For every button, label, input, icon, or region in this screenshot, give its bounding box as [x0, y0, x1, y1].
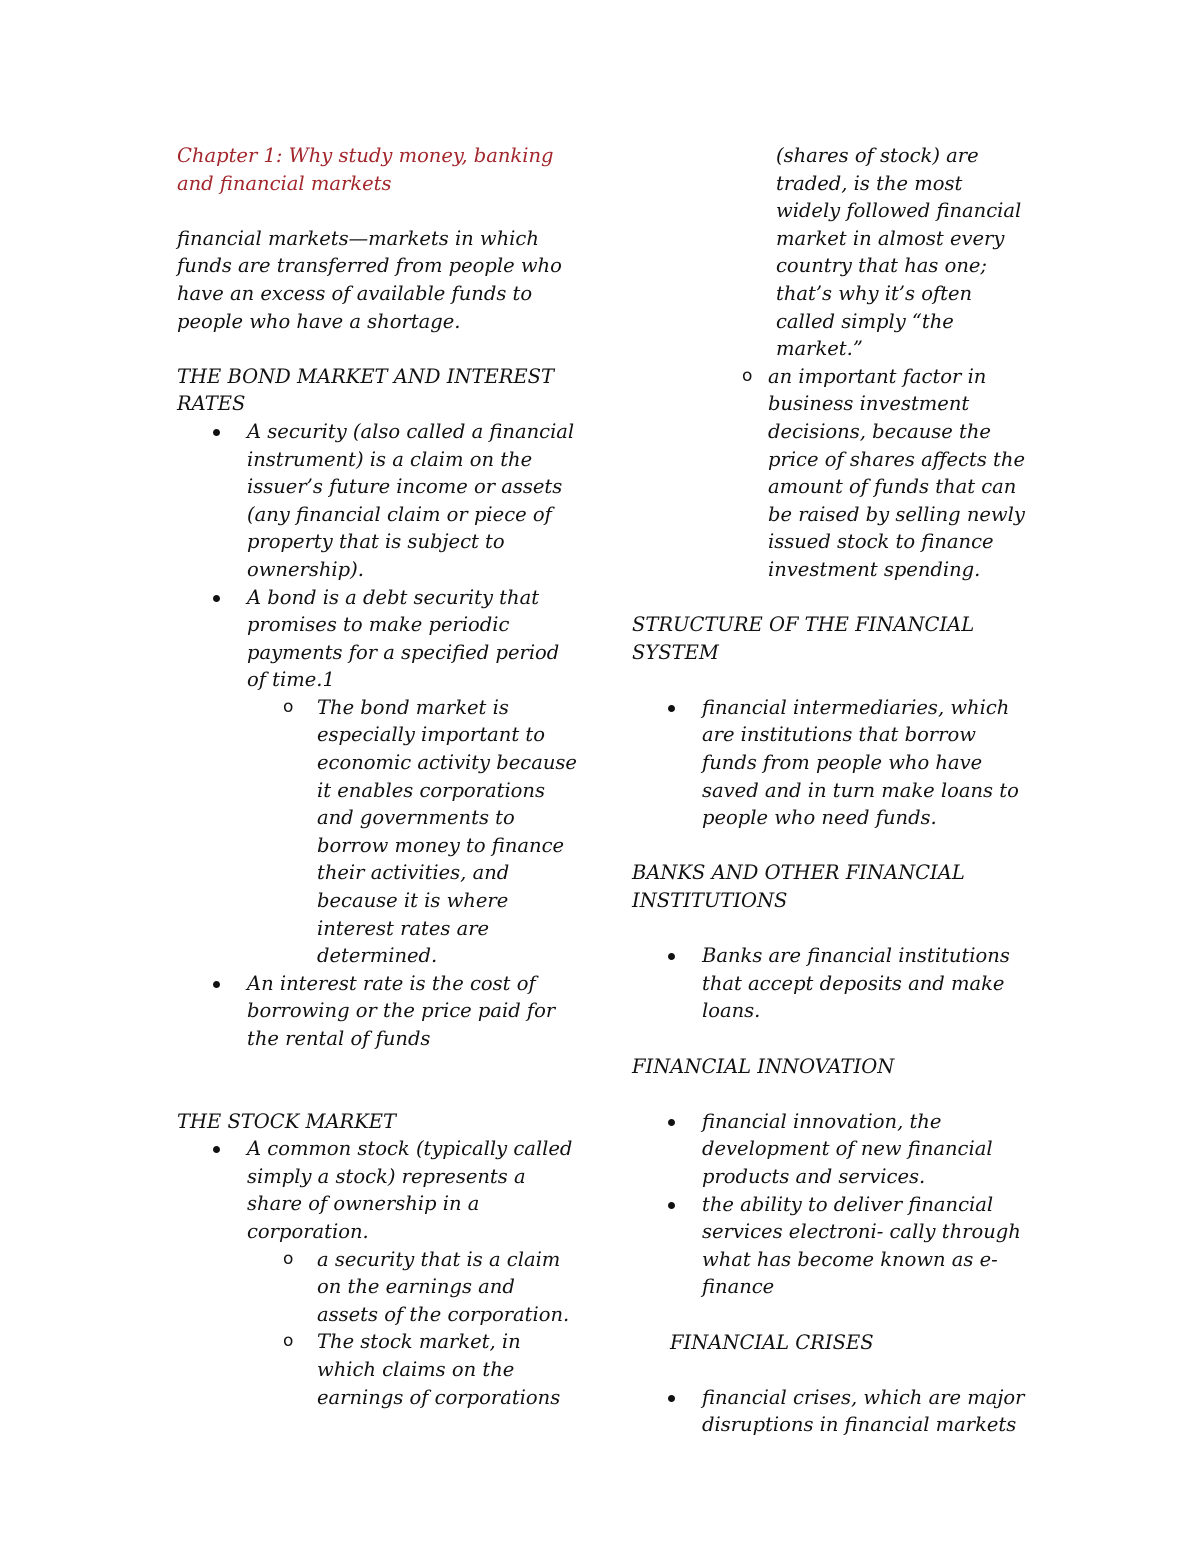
- bond-market-heading: THE BOND MARKET AND INTEREST RATES: [177, 364, 555, 416]
- banks-heading: BANKS AND OTHER FINANCIAL INSTITUTIONS: [632, 861, 965, 913]
- chapter-title: Chapter 1: Why study money, banking and financial markets: [177, 144, 554, 195]
- crises-bullet-list: [632, 1384, 1032, 1439]
- stock-market-heading: THE STOCK MARKET: [177, 1109, 397, 1133]
- stock-market-continuation: (shares of stock) are traded, is the most widely followed financial market in almost every country that has one; that’s why it’s often called simply “the market.”: [776, 144, 1022, 361]
- list-item: An interest rate is the cost of borrowing or the price paid for the rental of funds: [177, 970, 577, 1053]
- left-column: [177, 142, 577, 1411]
- list-item: o The bond market is especially important to economic activity because it enables corporations and governments to borrow money to finance their activities, and because it is where interest rates are determined.: [247, 694, 577, 970]
- bond-bullet-list: [177, 418, 577, 1053]
- stock-bullet-list: [177, 1135, 577, 1411]
- structure-heading: STRUCTURE OF THE FINANCIAL SYSTEM: [632, 613, 975, 664]
- list-item: financial crises, which are major disruptions in financial markets: [632, 1384, 1032, 1439]
- stock-sub-list-continued: [632, 363, 1032, 584]
- list-item: Banks are financial institutions that accept deposits and make loans.: [632, 942, 1032, 1025]
- list-item: A security (also called a financial instrument) is a claim on the issuer’s future income or assets (any financial claim or piece of property that is subject to ownership).: [177, 418, 577, 584]
- innovation-heading: FINANCIAL INNOVATION: [632, 1054, 895, 1078]
- bond-sub-list: [247, 694, 577, 970]
- right-column: [632, 142, 1032, 1439]
- list-item: A common stock (typically called simply a stock) represents a share of ownership in a corporation. o a security that is a claim on the earnings and assets of the corporation. o The stock market, in which claims on the earnings of corporations: [177, 1135, 577, 1411]
- innovation-bullet-list: [632, 1108, 1032, 1301]
- list-item: A bond is a debt security that promises to make periodic payments for a specified period of time.1 o The bond market is especially important to economic activity because it enables corporations and governments to borrow money to finance their activities, and because it is where interest rates are determined.: [177, 584, 577, 970]
- list-item: financial intermediaries, which are institutions that borrow funds from people who have saved and in turn make loans to people who need funds.: [632, 694, 1032, 832]
- list-item: financial innovation, the development of new financial products and services.: [632, 1108, 1032, 1191]
- stock-sub-list: [247, 1246, 577, 1412]
- intro-paragraph: financial markets—markets in which funds are transferred from people who have an excess of available funds to people who have a shortage.: [177, 226, 562, 333]
- list-item: o The stock market, in which claims on the earnings of corporations: [247, 1328, 577, 1411]
- banks-bullet-list: [632, 942, 1032, 1025]
- crises-heading: FINANCIAL CRISES: [670, 1330, 874, 1354]
- structure-bullet-list: [632, 694, 1032, 832]
- list-item: o an important factor in business investment decisions, because the price of shares affects the amount of funds that can be raised by selling newly issued stock to finance investment spending.: [632, 363, 1032, 584]
- list-item: the ability to deliver financial services electroni- cally through what has become known as e-finance: [632, 1191, 1032, 1301]
- list-item: o a security that is a claim on the earnings and assets of the corporation.: [247, 1246, 577, 1329]
